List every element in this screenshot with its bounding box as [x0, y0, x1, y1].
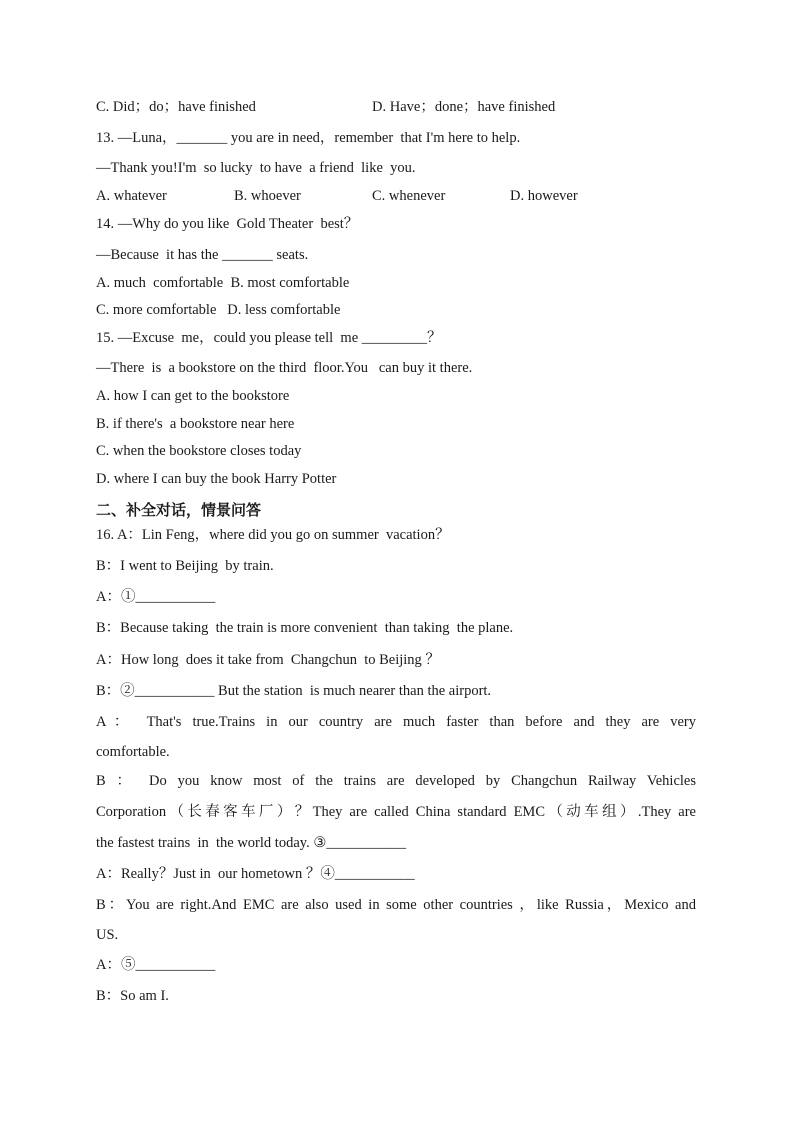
q16-line: A：Really？Just in our hometown ？④___________ — [96, 866, 415, 882]
q16-line: the fastest trains in the world today. ③___________ — [96, 835, 407, 851]
q16-line: US. — [96, 927, 119, 943]
q14-options-line2: C. more comfortable D. less comfortable — [96, 302, 341, 318]
q15-reply: —There is a bookstore on the third floor.You can buy it there. — [96, 360, 473, 376]
q12-option-c: C. Did；do；have finished — [96, 99, 256, 115]
q13-option-b: B. whoever — [234, 188, 301, 204]
q16-line: B：You are right.And EMC are also used in some other countries ，like Russia，Mexico and — [96, 897, 696, 913]
q16-line: A：How long does it take from Changchun to Beijing ？ — [96, 652, 440, 668]
q16-line: Corporation（长春客车厂）？They are called China standard EMC（动车组）.They are — [96, 804, 696, 820]
q16-line: A：⑤___________ — [96, 957, 216, 973]
q14-stem: 14. —Why do you like Gold Theater best？ — [96, 216, 359, 232]
q16-line: A： That's true.Trains in our country are much faster than before and they are very — [96, 714, 696, 730]
q15-option-a: A. how I can get to the bookstore — [96, 388, 290, 404]
q14-options-line1: A. much comfortable B. most comfortable — [96, 275, 350, 291]
q13-reply: —Thank you!I'm so lucky to have a friend like you. — [96, 160, 416, 176]
section-heading: 二、补全对话，情景问答 — [96, 501, 262, 519]
q12-option-d: D. Have；done；have finished — [372, 99, 556, 115]
q13-stem: 13. —Luna，_______ you are in need，remember that I'm here to help. — [96, 130, 521, 146]
q16-line: B：Because taking the train is more convenient than taking the plane. — [96, 620, 514, 636]
q13-option-d: D. however — [510, 188, 578, 204]
q16-line: B：So am I. — [96, 988, 169, 1004]
q16-line: A：①___________ — [96, 589, 216, 605]
q16-line: B：②___________ But the station is much nearer than the airport. — [96, 683, 492, 699]
q16-line: B ： Do you know most of the trains are developed by Changchun Railway Vehicles — [96, 773, 696, 789]
q13-option-c: C. whenever — [372, 188, 446, 204]
q15-option-d: D. where I can buy the book Harry Potter — [96, 471, 337, 487]
q16-line: comfortable. — [96, 744, 170, 760]
q15-option-c: C. when the bookstore closes today — [96, 443, 302, 459]
q15-stem: 15. —Excuse me，could you please tell me _________？ — [96, 330, 442, 346]
q14-reply: —Because it has the _______ seats. — [96, 247, 309, 263]
q13-option-a: A. whatever — [96, 188, 167, 204]
q16-line: B：I went to Beijing by train. — [96, 558, 274, 574]
q16-line: 16. A：Lin Feng，where did you go on summer vacation？ — [96, 527, 450, 543]
q15-option-b: B. if there's a bookstore near here — [96, 416, 295, 432]
